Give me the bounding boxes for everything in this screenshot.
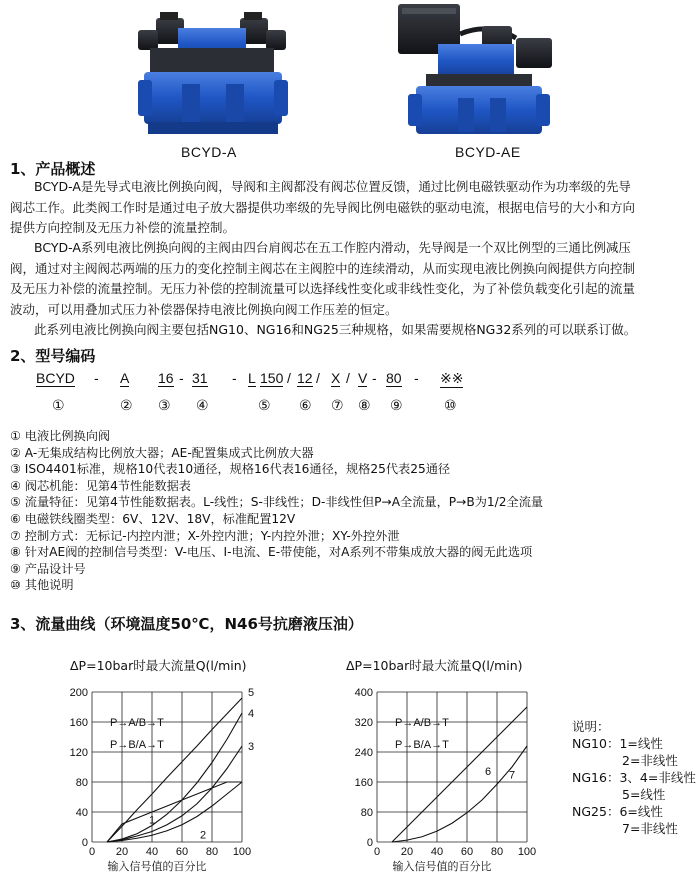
paragraph-line: BCYD-A系列电液比例换向阀的主阀由四台肩阀芯在五工作腔内滑动，先导阀是一个双比例型的三通比例减压	[34, 240, 631, 255]
y-tick-label: 320	[354, 717, 373, 729]
y-tick-label: 80	[75, 777, 88, 789]
x-tick-label: 80	[490, 846, 504, 858]
paragraph-line: BCYD-A是先导式电液比例换向阀，导阀和主阀都没有阀芯位置反馈，通过比例电磁铁驱动作为功率级的先导	[34, 179, 631, 194]
code-part: 16	[158, 370, 174, 386]
code-part: V	[358, 370, 368, 386]
x-tick-label: 40	[430, 846, 444, 858]
code-part: A	[120, 370, 130, 386]
y-tick-label: 0	[366, 837, 373, 849]
chart-notes	[572, 718, 696, 837]
code-explanation-item: ⑦ 控制方式：无标记-内控内泄；X-外控内泄；Y-内控外泄；XY-外控外泄	[10, 528, 400, 543]
x-tick-label: 40	[145, 846, 159, 858]
code-number: ⑨	[390, 398, 403, 414]
code-explanation-item: ① 电液比例换向阀	[10, 429, 111, 443]
code-part: 31	[192, 370, 208, 386]
y-tick-label: 240	[354, 747, 373, 759]
chart-annotation: P→A/B→T	[110, 717, 164, 729]
x-tick-label: 80	[205, 846, 219, 858]
paragraph-line: 及无压力补偿的流量控制。无压力补偿的控制流量可以选择线性变化或非线性变化，为了补偿负载变化引起的流量	[10, 281, 636, 296]
code-number: ②	[120, 398, 133, 414]
overview-paragraph-2	[10, 238, 690, 320]
x-tick-label: 20	[400, 846, 414, 858]
code-part: 12	[297, 370, 313, 386]
y-tick-label: 40	[75, 807, 88, 819]
x-tick-label: 100	[517, 846, 537, 858]
model-code-row	[36, 370, 496, 390]
section-title-model-code: 2、型号编码	[10, 347, 96, 365]
flow-chart-ng10-ng16	[50, 680, 280, 885]
overview-paragraph-3	[10, 320, 690, 341]
chart-1-title: ΔP=10bar时最大流量Q(l/min)	[70, 658, 247, 673]
note-line: NG16：3、4=非线性	[572, 770, 696, 785]
model-code-explanations	[10, 428, 690, 594]
code-number: ⑤	[258, 398, 271, 414]
code-part: -	[179, 370, 184, 386]
code-number: ⑧	[358, 398, 371, 414]
section-title-flow-curves: 3、流量曲线（环境温度50℃，N46号抗磨液压油）	[10, 615, 363, 633]
chart-annotation: P→B/A→T	[110, 739, 164, 751]
series-label: 3	[248, 741, 255, 753]
note-line: NG10：1=线性	[572, 736, 663, 751]
code-number: ⑦	[331, 398, 344, 414]
series-label: 5	[248, 687, 255, 699]
code-explanation-item: ④ 阀芯机能：见第4节性能数据表	[10, 478, 191, 493]
code-part: /	[316, 370, 320, 386]
x-tick-label: 60	[175, 846, 189, 858]
note-line: 2=非线性	[622, 753, 678, 768]
code-part: L	[248, 370, 256, 386]
code-explanation-item: ⑩ 其他说明	[10, 578, 74, 593]
code-part: 80	[386, 370, 402, 386]
paragraph-line: 波动，可以用叠加式压力补偿器保持电液比例换向阀工作压差的恒定。	[10, 301, 398, 317]
paragraph-line: 阀，通过对主阀阀芯两端的压力的变化控制主阀芯在主阀腔中的连续滑动，从而实现电液比例换向阀提供方向控制	[10, 260, 636, 276]
code-part: -	[232, 370, 237, 386]
y-tick-label: 0	[81, 837, 88, 849]
code-part: /	[287, 370, 291, 386]
code-number: ①	[52, 398, 65, 414]
code-part: 150	[260, 370, 284, 386]
code-part: -	[414, 370, 419, 386]
code-explanation-item: ③ ISO4401标准，规格10代表10通径，规格16代表16通径，规格25代表25通径	[10, 462, 451, 477]
series-line-7	[392, 746, 527, 842]
chart-2-title: ΔP=10bar时最大流量Q(l/min)	[346, 658, 523, 673]
code-number: ⑩	[444, 398, 457, 414]
note-line: 5=线性	[622, 787, 666, 802]
code-explanation-item: ② A-无集成结构比例放大器；AE-配置集成式比例放大器	[10, 445, 314, 460]
code-part: X	[331, 370, 341, 386]
model-code-numbers	[36, 398, 496, 416]
y-tick-label: 120	[69, 747, 88, 759]
x-axis-label: 输入信号值的百分比	[107, 861, 207, 873]
series-label: 2	[200, 829, 207, 842]
series-line-4	[107, 713, 242, 842]
y-tick-label: 80	[360, 807, 373, 819]
valve-photo-bcyd-ae	[398, 4, 554, 138]
x-tick-label: 20	[115, 846, 129, 858]
paragraph-line: 阀芯工作。此类阀工作时是通过电子放大器提供功率级的先导阀比例电磁铁的驱动电流，根据电信号的大小和方向	[10, 199, 636, 215]
code-number: ③	[158, 398, 171, 414]
code-part: BCYD	[36, 370, 75, 386]
series-label: 6	[485, 765, 492, 778]
paragraph-line: 提供方向控制及无压力补偿的流量控制。	[10, 220, 236, 235]
x-tick-label: 60	[460, 846, 474, 858]
y-tick-label: 160	[69, 717, 88, 729]
series-label: 4	[248, 708, 255, 720]
note-title: 说明：	[572, 719, 610, 734]
y-tick-label: 160	[354, 777, 373, 789]
note-line: NG25：6=线性	[572, 804, 663, 819]
chart-annotation: P→B/A→T	[395, 739, 449, 751]
product-photos	[0, 0, 700, 165]
code-part: -	[94, 370, 99, 386]
x-tick-label: 0	[88, 846, 96, 858]
series-label: 1	[149, 814, 156, 827]
valve-photo-bcyd-a	[138, 8, 288, 136]
code-explanation-item: ⑨ 产品设计号	[10, 561, 86, 576]
code-part: /	[346, 370, 350, 386]
section-title-overview: 1、产品概述	[10, 160, 96, 178]
code-part: ※※	[440, 370, 464, 386]
paragraph-line: 此系列电液比例换向阀主要包括NG10、NG16和NG25三种规格，如果需要规格NG32系列的可以联系订做。	[34, 322, 637, 337]
code-explanation-item: ⑧ 针对AE阀的控制信号类型：V-电压、I-电流、E-带使能，对A系列不带集成放大器的阀无此选项	[10, 545, 533, 560]
series-label: 7	[509, 769, 516, 782]
chart-annotation: P→A/B→T	[395, 717, 449, 729]
y-tick-label: 400	[354, 687, 373, 699]
code-number: ④	[196, 398, 209, 414]
photo-caption-bcyd-a: BCYD-A	[181, 144, 237, 160]
flow-chart-ng25	[335, 680, 565, 885]
x-tick-label: 0	[373, 846, 381, 858]
photo-caption-bcyd-ae: BCYD-AE	[455, 144, 521, 160]
code-number: ⑥	[299, 398, 312, 414]
code-part: -	[372, 370, 377, 386]
x-tick-label: 100	[232, 846, 252, 858]
y-tick-label: 200	[69, 687, 88, 699]
overview-paragraph-1	[10, 177, 690, 239]
code-explanation-item: ⑤ 流量特征：见第4节性能数据表。L-线性；S-非线性；D-非线性但P→A全流量，P→B为1/2全流量	[10, 495, 544, 510]
code-explanation-item: ⑥ 电磁铁线圈类型：6V、12V、18V，标准配置12V	[10, 511, 296, 526]
x-axis-label: 输入信号值的百分比	[392, 861, 492, 873]
note-line: 7=非线性	[622, 821, 678, 836]
